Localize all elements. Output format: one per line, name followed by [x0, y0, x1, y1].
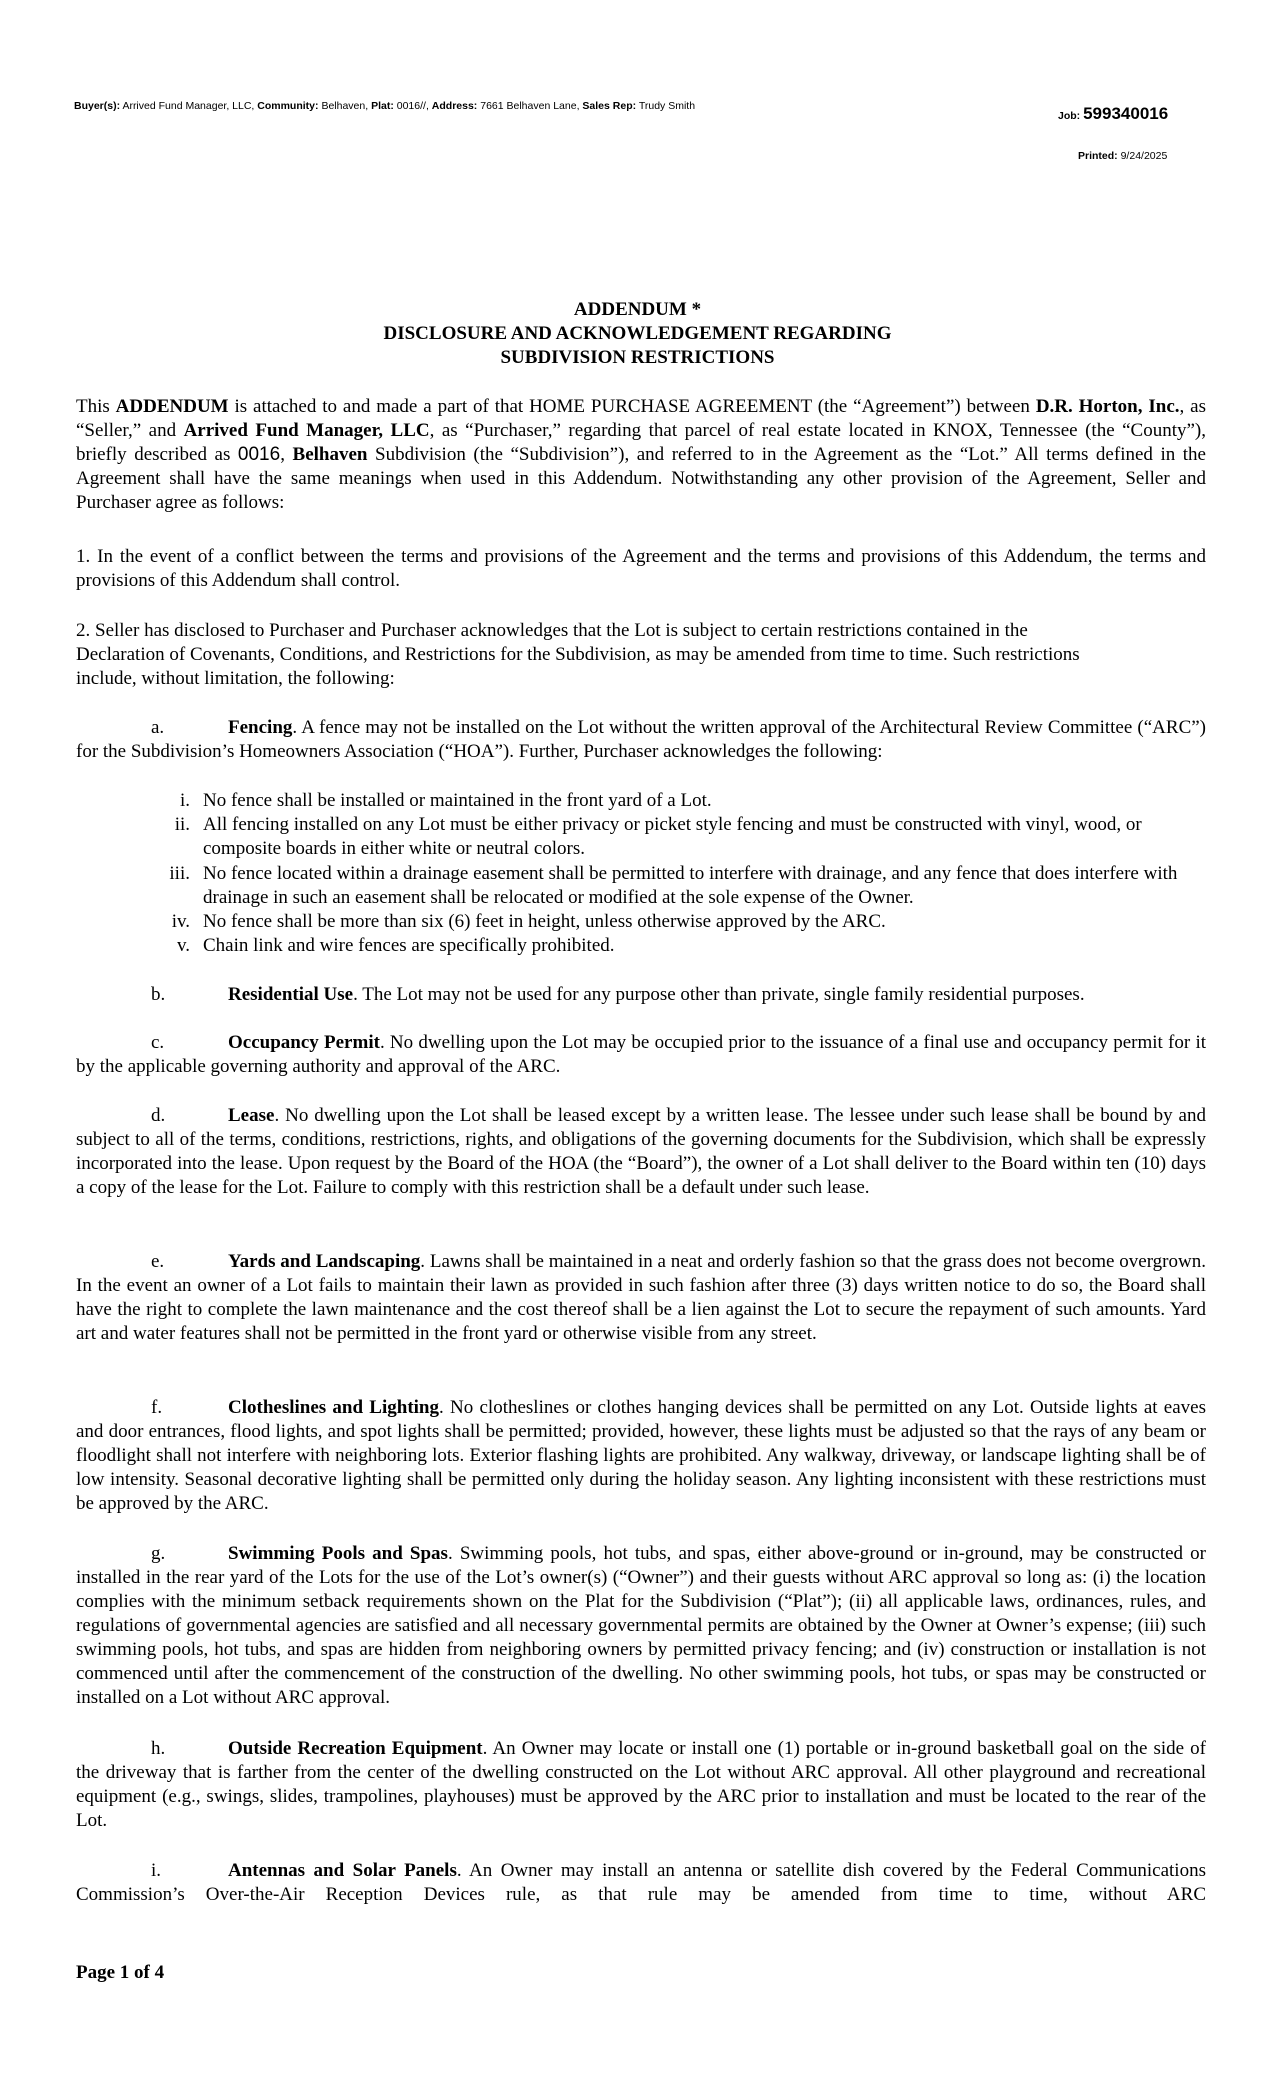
seller-name: D.R. Horton, Inc. — [1035, 396, 1180, 417]
section-h-outside-recreation — [76, 1737, 1206, 1833]
printed-value: 9/24/2025 — [1120, 150, 1168, 162]
section-heading: Fencing — [228, 717, 293, 738]
intro-text: , — [280, 444, 293, 465]
paragraph-2-line: Declaration of Covenants, Conditions, and Restrictions for the Subdivision, as may be amended from time to time. Such restrictions — [76, 644, 1080, 665]
item-text: No fence shall be installed or maintained in the front yard of a Lot. — [203, 790, 712, 811]
section-heading: Residential Use — [228, 984, 354, 1005]
paragraph-2 — [76, 619, 1206, 691]
title-line-3: SUBDIVISION RESTRICTIONS — [500, 347, 775, 368]
intro-paragraph — [76, 395, 1206, 515]
printed-date — [1078, 150, 1167, 162]
section-marker: d. — [151, 1105, 166, 1126]
document-title — [0, 298, 1275, 370]
job-number — [1058, 104, 1168, 124]
buyer-value: Arrived Fund Manager, LLC, — [122, 100, 255, 112]
sales-rep-value: Trudy Smith — [638, 100, 696, 112]
community-value: Belhaven, — [321, 100, 369, 112]
section-heading: Lease — [228, 1105, 275, 1126]
section-marker: c. — [151, 1032, 165, 1053]
job-label: Job: — [1058, 110, 1081, 122]
community-label: Community: — [257, 100, 319, 112]
item-marker: i. — [179, 790, 190, 811]
section-heading: Yards and Landscaping — [228, 1251, 421, 1272]
purchaser-name: Arrived Fund Manager, LLC — [183, 420, 430, 441]
section-text: . A fence may not be installed on the Lot without the written approval of the Architectural Review Committee (“ARC”) for the Subdivision’s Homeowners Association (“HOA”). Further, Purchaser acknowledges the following: — [76, 717, 1206, 762]
plat-label: Plat: — [371, 100, 394, 112]
section-text: . No dwelling upon the Lot shall be leased except by a written lease. The lessee under such lease shall be bound by and subject to all of the terms, conditions, restrictions, rights, and obligations of the governing documents for the Subdivision, which shall be expressly incorporated into the lease. Upon request by the Board of the HOA (the “Board”), the owner of a Lot shall deliver to the Board within ten (10) days a copy of the lease for the Lot. Failure to comply with this restriction shall be a default under such lease. — [76, 1105, 1206, 1198]
intro-text: is attached to and made a part of that HOME PURCHASE AGREEMENT (the “Agreement”) between — [228, 396, 1036, 417]
section-text: . The Lot may not be used for any purpose other than private, single family residential purposes. — [353, 984, 1085, 1005]
item-marker: ii. — [174, 814, 190, 835]
paragraph-2-line: include, without limitation, the following: — [76, 668, 395, 689]
section-g-swimming-pools — [76, 1542, 1206, 1710]
section-text: . No dwelling upon the Lot may be occupied prior to the issuance of a final use and occupancy permit for it by the applicable governing authority and approval of the ARC. — [76, 1032, 1207, 1077]
section-text: . An Owner may install an antenna or satellite dish covered by the Federal Communications Commission’s Over-the-Air Reception Devices rule, as that rule may be amended from time to time, without ARC — [76, 1860, 1206, 1905]
section-e-yards-landscaping — [76, 1250, 1206, 1346]
section-heading: Clotheslines and Lighting — [228, 1397, 440, 1418]
section-marker: b. — [151, 984, 166, 1005]
address-value: 7661 Belhaven Lane, — [480, 100, 580, 112]
page-number: Page 1 of 4 — [76, 1962, 165, 1983]
item-text: Chain link and wire fences are specifically prohibited. — [203, 935, 615, 956]
section-b-residential-use — [76, 983, 1206, 1007]
section-marker: g. — [151, 1543, 166, 1564]
paragraph-1: 1. In the event of a conflict between the terms and provisions of the Agreement and the terms and provisions of this Addendum, the terms and provisions of this Addendum shall control. — [76, 546, 1206, 591]
intro-bold-addendum: ADDENDUM — [115, 396, 229, 417]
intro-text: , as “Purchaser,” regarding that parcel of real estate located in KNOX, Tennessee (the “County”), briefly described as — [76, 420, 1206, 465]
paragraph-2-line: 2. Seller has disclosed to Purchaser and Purchaser acknowledges that the Lot is subject to certain restrictions contained in the — [76, 620, 1028, 641]
title-line-2: DISCLOSURE AND ACKNOWLEDGEMENT REGARDING — [383, 323, 892, 344]
section-heading: Swimming Pools and Spas — [228, 1543, 448, 1564]
section-c-occupancy-permit — [76, 1031, 1206, 1079]
intro-text: , as “Seller,” and — [76, 396, 1206, 441]
section-heading: Occupancy Permit — [228, 1032, 380, 1053]
section-text: . No clotheslines or clothes hanging devices shall be permitted on any Lot. Outside lights at eaves and door entrances, flood lights, and spot lights shall be permitted; provided, however, these lights must be adjusted so that the rays of any beam or floodlight shall not interfere with neighboring lots. Exterior flashing lights are prohibited. Any walkway, driveway, or landscape lighting shall be of low intensity. Seasonal decorative lighting shall be permitted only during the holiday season. Any lighting inconsistent with these restrictions must be approved by the ARC. — [76, 1397, 1206, 1514]
section-text: . An Owner may locate or install one (1) portable or in-ground basketball goal on the side of the driveway that is farther from the center of the dwelling constructed on the Lot without ARC approval. All other playground and recreational equipment (e.g., swings, slides, trampolines, playhouses) must be approved by the ARC prior to installation and must be located to the rear of the Lot. — [76, 1738, 1206, 1831]
section-marker: e. — [151, 1251, 165, 1272]
section-marker: a. — [151, 717, 165, 738]
buyer-label: Buyer(s): — [74, 100, 121, 112]
item-marker: iv. — [171, 911, 190, 932]
section-f-clotheslines-lighting — [76, 1396, 1206, 1516]
title-line-1: ADDENDUM * — [573, 299, 702, 320]
section-marker: f. — [151, 1397, 163, 1418]
section-text: . Lawns shall be maintained in a neat and orderly fashion so that the grass does not become overgrown. In the event an owner of a Lot fails to maintain their lawn as provided in such fashion after three (3) days written notice to do so, the Board shall have the right to complete the lawn maintenance and the cost thereof shall be a lien against the Lot to secure the repayment of such amounts. Yard art and water features shall not be permitted in the front yard or otherwise visible from any street. — [76, 1251, 1206, 1344]
section-heading: Antennas and Solar Panels — [228, 1860, 457, 1881]
header-info-line — [74, 100, 695, 112]
lot-number: 0016 — [237, 444, 281, 465]
intro-text: This — [76, 396, 116, 417]
address-label: Address: — [431, 100, 478, 112]
item-marker: v. — [176, 935, 190, 956]
section-d-lease — [76, 1104, 1206, 1200]
subdivision-name: Belhaven — [292, 444, 368, 465]
section-text: . Swimming pools, hot tubs, and spas, either above-ground or in-ground, may be constructed or installed in the rear yard of the Lots for the use of the Lot’s owner(s) (“Owner”) and their guests without ARC approval so long as: (i) the location complies with the minimum setback requirements shown on the Plat for the Subdivision (“Plat”); (ii) all applicable laws, ordinances, rules, and regulations of governmental agencies are satisfied and all necessary governmental permits are obtained by the Owner at Owner’s expense; (iii) such swimming pools, hot tubs, and spas are hidden from neighboring owners by permitted privacy fencing; and (iv) construction or installation is not commenced until after the commencement of the construction of the dwelling. No other swimming pools, hot tubs, or spas may be constructed or installed on a Lot without ARC approval. — [76, 1543, 1207, 1708]
intro-text: Subdivision (the “Subdivision”), and referred to in the Agreement as the “Lot.” All terms defined in the Agreement shall have the same meanings when used in this Addendum. Notwithstanding any other provision of the Agreement, Seller and Purchaser agree as follows: — [76, 444, 1206, 513]
section-i-antennas-solar — [76, 1859, 1206, 1907]
printed-label: Printed: — [1078, 150, 1118, 162]
section-a-fencing — [76, 716, 1206, 764]
job-value: 599340016 — [1083, 104, 1169, 123]
item-marker: iii. — [169, 863, 190, 884]
sales-rep-label: Sales Rep: — [582, 100, 637, 112]
item-text: No fence located within a drainage easement shall be permitted to interfere with drainage, and any fence that does interfere with drainage in such an easement shall be relocated or modified at the sole expense of the Owner. — [203, 863, 1178, 908]
section-heading: Outside Recreation Equipment — [228, 1738, 483, 1759]
section-marker: i. — [151, 1860, 162, 1881]
plat-value: 0016//, — [396, 100, 429, 112]
item-text: No fence shall be more than six (6) feet in height, unless otherwise approved by the ARC. — [203, 911, 886, 932]
item-text: All fencing installed on any Lot must be either privacy or picket style fencing and must be constructed with vinyl, wood, or composite boards in either white or neutral colors. — [203, 814, 1142, 859]
section-marker: h. — [151, 1738, 166, 1759]
